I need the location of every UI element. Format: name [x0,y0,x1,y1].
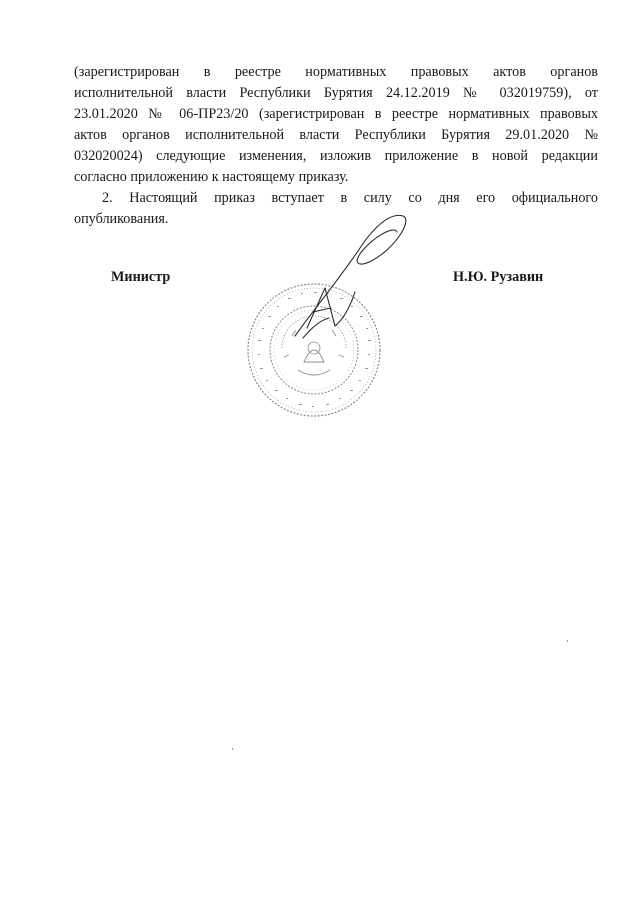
signatory-name: Н.Ю. Рузавин [453,269,544,285]
body-line: 2. Настоящий приказ вступает в силу со дня его официального [102,190,598,206]
body-line: (зарегистрирован в реестре нормативных правовых актов органов [74,64,598,80]
scan-speck [232,748,233,750]
document-body [74,62,598,230]
signatory-title: Министр [111,269,171,285]
body-line: опубликования. [74,211,169,227]
handwritten-signature-icon [285,208,415,348]
body-line: актов органов исполнительной власти Республики Бурятия 29.01.2020 № [74,127,598,143]
scan-speck [567,640,568,642]
body-line: исполнительной власти Республики Бурятия 24.12.2019 № 032019759), от [74,85,598,101]
body-line: согласно приложению к настоящему приказу. [74,169,349,185]
body-line: 23.01.2020 № 06-ПР23/20 (зарегистрирован в реестре нормативных правовых [74,106,598,122]
body-line: 032020024) следующие изменения, изложив приложение в новой редакции [74,148,598,164]
